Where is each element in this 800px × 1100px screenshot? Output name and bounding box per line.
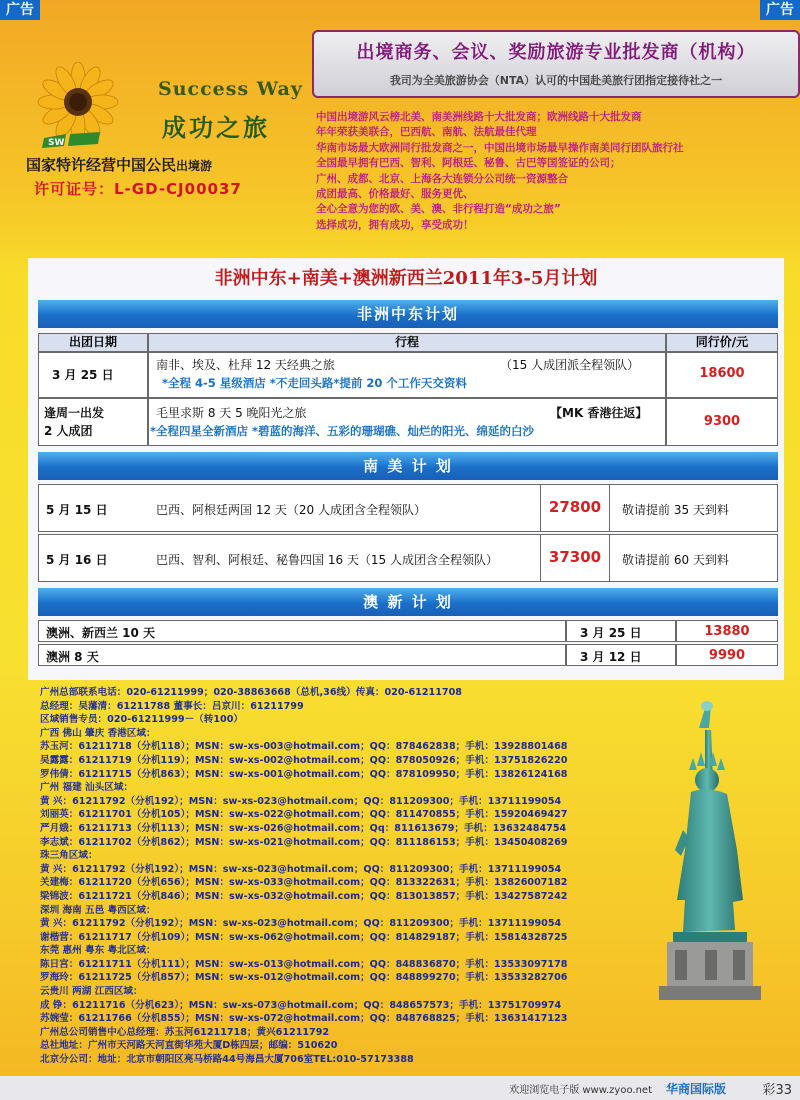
- contact-line: 苏婉莹：61211766（分机855）；MSN：sw-xs-072@hotmail.com；QQ：848768825；手机：13631417123: [40, 1013, 568, 1025]
- sa-note-1: 敬请提前 35 天到料: [622, 503, 729, 517]
- contact-line: 关建梅：61211720（分机656）；MSN：sw-xs-033@hotmail.com；QQ：813322631；手机：13826007182: [40, 877, 568, 889]
- sunflower-icon: [30, 62, 140, 150]
- oc-route-1: 澳洲、新西兰 10 天: [46, 626, 156, 640]
- africa-date-1: 3 月 25 日: [52, 368, 114, 382]
- ad-tag-right: 广告: [760, 0, 800, 20]
- footer-website: 欢迎浏览电子版 www.zyoo.net: [509, 1085, 652, 1096]
- brand-chinese: 成功之旅: [162, 113, 270, 142]
- africa-note-2: 【MK 香港往返】: [550, 406, 648, 420]
- company-intro: [316, 110, 796, 233]
- page-footer: [0, 1076, 800, 1100]
- africa-route-1: 南非、埃及、杜拜 12 天经典之旅: [156, 358, 335, 372]
- plan-title: 非洲中东+南美+澳洲新西兰2011年3-5月计划: [214, 268, 598, 289]
- company-logo: [30, 62, 303, 152]
- licence-main: 国家特许经营中国公民: [26, 156, 177, 174]
- contact-line: 成 铮：61211716（分机623）；MSN：sw-xs-073@hotmail.com；QQ：848657573；手机：13751709974: [40, 999, 562, 1011]
- page-number: 彩33: [762, 1083, 792, 1098]
- africa-date-2: 逢周一出发: [44, 406, 105, 420]
- oc-price-2: 9990: [708, 648, 746, 663]
- contact-line: 罗海玲：61211725（分机857）；MSN：sw-xs-012@hotmail.com；QQ：848899270；手机：13533282706: [40, 972, 568, 984]
- sa-route-1: 巴西、阿根廷两国 12 天（20 人成团含全程领队）: [156, 503, 426, 517]
- contact-line: 黄 兴：61211792（分机192）；MSN：sw-xs-023@hotmail.com；QQ：811209300；手机：13711199054: [40, 918, 562, 930]
- sa-date-2: 5 月 16 日: [46, 553, 108, 567]
- africa-date-2b: 2 人成团: [44, 424, 93, 438]
- banner-subtitle: 我司为全美旅游协会（NTA）认可的中国赴美旅行团指定接待社之一: [389, 74, 723, 87]
- contact-line: 严月娥：61211713（分机113）；MSN：sw-xs-026@hotmail.com；Qq：811613679；手机：13632484754: [40, 822, 567, 834]
- statue-of-liberty-icon: [655, 700, 775, 1070]
- sa-note-2: 敬请提前 60 天到料: [622, 553, 729, 567]
- intro-line: 成团最高、价格最好、服务更优、: [316, 188, 474, 201]
- header-banner: [312, 30, 800, 98]
- contact-line: 总社地址：广州市天河路天河直街华苑大厦D栋四层；邮编：510620: [40, 1040, 338, 1052]
- oc-date-1: 3 月 25 日: [580, 626, 642, 640]
- contact-line: 谢楷营：61211717（分机109）；MSN：sw-xs-062@hotmail.com；QQ：814829187；手机：15814328725: [40, 931, 568, 943]
- contact-list: [40, 686, 690, 1067]
- oc-price-1: 13880: [704, 624, 750, 639]
- intro-line: 全国最早拥有巴西、智利、阿根廷、秘鲁、古巴等国签证的公司；: [316, 157, 621, 170]
- intro-line: 中国出境游风云榜北美、南美洲线路十大批发商；欧洲线路十大批发商: [316, 111, 642, 123]
- contact-line: 刘丽英：61211701（分机105）；MSN：sw-xs-022@hotmail.com；QQ：811470855；手机：15920469427: [40, 809, 568, 821]
- contact-line: 云贵川 两湖 江西区域：: [40, 986, 143, 998]
- contact-line: 李志斌：61211702（分机862）；MSN：sw-xs-021@hotmail.com；QQ：811186153；手机：13450408269: [40, 836, 568, 848]
- contact-line: 苏玉河：61211718（分机118）；MSN：sw-xs-003@hotmail.com；QQ：878462838；手机：13928801468: [40, 741, 568, 753]
- licence-statement: [26, 154, 212, 175]
- licence-small: 出境游: [176, 159, 213, 173]
- contact-line: 广州 福建 汕头区域：: [40, 782, 134, 794]
- contact-line: 总经理：吴藩清：61211788 董事长：吕京川：61211799: [40, 700, 304, 712]
- contact-line: 北京分公司：地址：北京市朝阳区亮马桥路44号海昌大厦706室TEL:010-57173388: [40, 1054, 414, 1066]
- section-australia-nz: 澳 新 计 划: [38, 588, 778, 616]
- header-price: 同行价/元: [666, 333, 778, 352]
- contact-line: 广州总公司销售中心总经理：苏玉河61211718；黄兴61211792: [40, 1026, 330, 1038]
- oc-date-2: 3 月 12 日: [580, 650, 642, 664]
- contact-line: 陈日宫：61211711（分机111）；MSN：sw-xs-013@hotmail.com；QQ：848836870；手机：13533097178: [40, 958, 568, 970]
- table-row: [38, 644, 566, 666]
- intro-line: 选择成功，拥有成功，享受成功！: [316, 218, 474, 231]
- oc-route-2: 澳洲 8 天: [46, 650, 99, 664]
- africa-features-1: *全程 4-5 星级酒店 *不走回头路*提前 20 个工作天交资料: [162, 376, 467, 390]
- africa-price-1: 18600: [699, 366, 745, 381]
- contact-line: 罗伟倩：61211715（分机863）；MSN：sw-xs-001@hotmail.com；QQ：878109950；手机：13826124168: [40, 768, 568, 780]
- contact-line: 广州总部联系电话：020-61211999；020-38863668（总机,36线）传真：020-61211708: [40, 687, 462, 698]
- section-south-america: 南 美 计 划: [38, 452, 778, 480]
- header-route: 行程: [148, 333, 666, 352]
- intro-line: 华南市场最大欧洲同行批发商之一，中国出境市场最早操作南美同行团队旅行社: [316, 141, 684, 154]
- ad-tag-left: 广告: [0, 0, 40, 20]
- africa-note-1: （15 人成团派全程领队）: [500, 358, 640, 372]
- header-date: 出团日期: [38, 333, 148, 352]
- sa-price-1: 27800: [548, 498, 602, 516]
- travel-plan-table: [28, 258, 784, 680]
- sa-route-2: 巴西、智利、阿根廷、秘鲁四国 16 天（15 人成团含全程领队）: [156, 553, 498, 567]
- contact-line: 梁锦波：61211721（分机846）；MSN：sw-xs-032@hotmail.com；QQ：813013857；手机：13427587242: [40, 890, 568, 902]
- section-africa-middle-east: 非洲中东计划: [38, 300, 778, 328]
- licence-number: 许可证号：L-GD-CJ00037: [34, 180, 242, 198]
- contact-line: 珠三角区域：: [40, 850, 98, 862]
- africa-price-2: 9300: [703, 414, 741, 429]
- sa-price-2: 37300: [548, 548, 602, 566]
- africa-features-2: *全程四星全新酒店 *碧蓝的海洋、五彩的珊瑚礁、灿烂的阳光、绵延的白沙: [150, 424, 535, 438]
- sa-date-1: 5 月 15 日: [46, 503, 108, 517]
- intro-line: 广州、成都、北京、上海各大连锁分公司统一资源整合: [316, 172, 568, 185]
- intro-line: 全心全意为您的欧、美、澳、非行程打造“成功之旅”: [316, 203, 561, 216]
- contact-line: 深圳 海南 五邑 粤西区域：: [40, 904, 156, 916]
- intro-line: 年年荣获美联合，巴西航、南航、法航最佳代理: [316, 126, 537, 139]
- contact-line: 吴露露：61211719（分机119）；MSN：sw-xs-002@hotmail.com；QQ：878050926；手机：13751826220: [40, 754, 568, 766]
- contact-line: 区域销售专员：020-61211999－（转100）: [40, 714, 243, 726]
- banner-title: 出境商务、会议、奖励旅游专业批发商（机构）: [356, 42, 756, 63]
- footer-edition: 华商国际版: [665, 1082, 726, 1096]
- contact-line: 广西 佛山 肇庆 香港区域：: [40, 727, 156, 739]
- brand-english: Success Way: [158, 78, 303, 100]
- contact-line: 黄 兴：61211792（分机192）；MSN：sw-xs-023@hotmail.com；QQ：811209300；手机：13711199054: [40, 863, 562, 875]
- contact-line: 东莞 惠州 粤东 粤北区域：: [40, 945, 156, 957]
- svg-text:SW: SW: [48, 138, 65, 148]
- africa-route-2: 毛里求斯 8 天 5 晚阳光之旅: [156, 406, 307, 420]
- contact-line: 黄 兴：61211792（分机192）；MSN：sw-xs-023@hotmail.com；QQ：811209300；手机：13711199054: [40, 795, 562, 807]
